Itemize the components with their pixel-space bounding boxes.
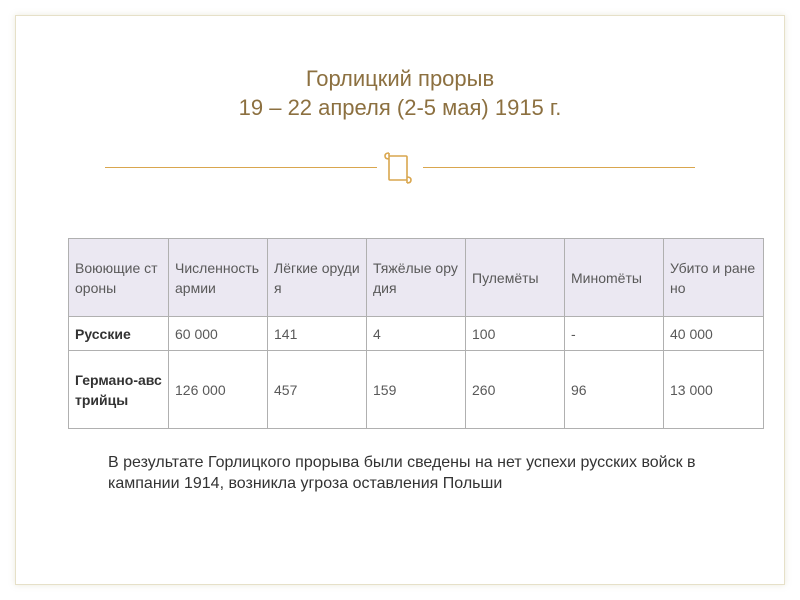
table-cell: 100 xyxy=(466,317,565,351)
header-army-size: Численность армии xyxy=(169,239,268,317)
header-heavy-guns: Тяжёлые орудия xyxy=(367,239,466,317)
battle-forces-table xyxy=(68,238,764,429)
table-cell: 60 000 xyxy=(169,317,268,351)
table-row xyxy=(69,351,764,429)
table-cell: 260 xyxy=(466,351,565,429)
table-cell: 40 000 xyxy=(664,317,764,351)
row-side-russians: Русские xyxy=(69,317,169,351)
table-cell: 13 000 xyxy=(664,351,764,429)
conclusion-text: В результате Горлицкого прорыва были сведены на нет успехи русских войск в кампании 1914, возникла угроза оставления Польши xyxy=(108,454,696,492)
table-cell: 126 000 xyxy=(169,351,268,429)
divider-right xyxy=(423,167,695,168)
divider-left xyxy=(105,167,377,168)
table-row xyxy=(69,317,764,351)
header-light-guns: Лёгкие орудия xyxy=(268,239,367,317)
scroll-ornament-icon xyxy=(380,150,416,186)
table-cell: - xyxy=(565,317,664,351)
table-cell: 457 xyxy=(268,351,367,429)
slide-title xyxy=(0,64,800,122)
row-side-germano-austrians: Германо-австрийцы xyxy=(69,351,169,429)
title-line-1: Горлицкий прорыв xyxy=(305,66,495,91)
header-mortars: Минomёты xyxy=(565,239,664,317)
table-cell: 96 xyxy=(565,351,664,429)
table-cell: 141 xyxy=(268,317,367,351)
table-header-row xyxy=(69,239,764,317)
header-sides: Воюющие стороны xyxy=(69,239,169,317)
title-line-2: 19 – 22 апреля (2-5 мая) 1915 г. xyxy=(238,95,562,120)
header-machine-guns: Пулемёты xyxy=(466,239,565,317)
table-cell: 159 xyxy=(367,351,466,429)
table-cell: 4 xyxy=(367,317,466,351)
header-casualties: Убито и ранено xyxy=(664,239,764,317)
